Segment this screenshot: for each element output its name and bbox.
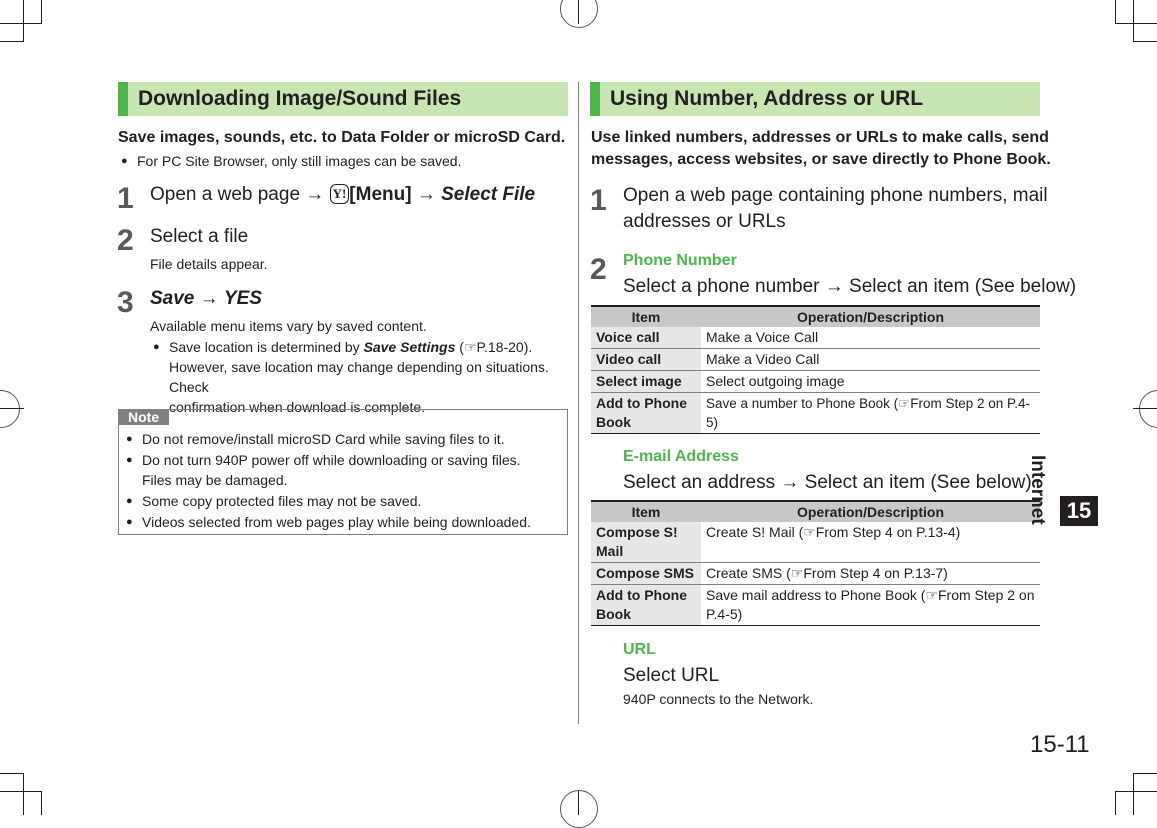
email-address-title: E-mail Address (623, 448, 739, 465)
note-item-continued: Files may be damaged. (142, 472, 288, 488)
lead-text-1: Use linked numbers, addresses or URLs to make calls, send (591, 129, 1049, 146)
phone-number-title: Phone Number (623, 252, 737, 269)
note-label: Note (118, 409, 169, 425)
registration-mark (1133, 408, 1157, 409)
description-cell: Select outgoing image (701, 371, 1040, 393)
note-item: ● Do not turn 940P power off while downloading or saving files. (126, 450, 521, 470)
crop-mark (0, 791, 42, 792)
section-heading-downloading: Downloading Image/Sound Files (118, 82, 568, 116)
crop-mark (41, 0, 42, 24)
menu-label: [Menu] (349, 184, 412, 205)
step-1-text (150, 182, 535, 208)
description-cell: Make a Video Call (701, 349, 1040, 371)
table-header (591, 306, 1040, 327)
lead-text-2: messages, access websites, or save directly to Phone Book. (591, 151, 1051, 168)
phone-number-table (591, 305, 1040, 434)
table-row (591, 327, 1040, 349)
step-number-1: 1 (590, 184, 607, 217)
step-2-sub: File details appear. (150, 256, 268, 272)
item-cell: Compose S! Mail (591, 522, 701, 563)
item-cell: Add to Phone Book (591, 585, 701, 626)
description-cell: Create S! Mail (☞From Step 4 on P.13-4) (701, 522, 1040, 563)
description-cell: Make a Voice Call (701, 327, 1040, 349)
crop-mark (1133, 0, 1134, 42)
section-heading-using-number: Using Number, Address or URL (590, 82, 1040, 116)
item-cell: Video call (591, 349, 701, 371)
step-3-text (150, 286, 262, 312)
column-header-item: Item (591, 501, 701, 522)
step-number-2: 2 (117, 224, 134, 257)
table-row (591, 349, 1040, 371)
email-instruction: Select an address → Select an item (See below) (623, 472, 1032, 493)
table-row (591, 522, 1040, 563)
crop-mark (1133, 773, 1157, 774)
description-cell: Create SMS (☞From Step 4 on P.13-7) (701, 563, 1040, 585)
crop-mark (41, 791, 42, 815)
crop-mark (1133, 773, 1134, 815)
item-cell: Select image (591, 371, 701, 393)
save-settings-ref: Save Settings (363, 339, 456, 355)
item-cell: Add to Phone Book (591, 393, 701, 434)
registration-mark (0, 390, 20, 428)
registration-mark (1139, 390, 1157, 428)
description-cell: Save mail address to Phone Book (☞From Step 2 on P.4-5) (701, 585, 1040, 626)
phone-instruction: Select a phone number → Select an item (See below) (623, 276, 1077, 297)
page-ref: (☞P.18-20). (455, 339, 533, 355)
chapter-tab-number: 15 (1060, 496, 1098, 526)
arrow: → (411, 184, 442, 205)
registration-mark (560, 0, 598, 28)
step-1-line-2: addresses or URLs (623, 211, 786, 232)
table-row (591, 563, 1040, 585)
step-3-sub: Available menu items vary by saved content. (150, 318, 427, 334)
description-cell: Save a number to Phone Book (☞From Step 2 on P.4-5) (701, 393, 1040, 434)
crop-mark (1115, 23, 1157, 24)
url-sub: 940P connects to the Network. (623, 691, 814, 707)
bullet-text: Save location is determined by (169, 339, 364, 355)
arrow: → (194, 288, 224, 309)
column-header-description: Operation/Description (701, 501, 1040, 522)
bullet-save-location (153, 337, 589, 417)
table-header (591, 501, 1040, 522)
registration-mark (560, 790, 598, 828)
bullet-text: However, save location may change depending on situations. Check (169, 359, 549, 395)
crop-mark (1133, 41, 1157, 42)
note-item: ● Some copy protected files may not be saved. (126, 491, 421, 511)
crop-mark (1115, 791, 1157, 792)
step-1-pre: Open a web page → (150, 184, 330, 205)
step-number-3: 3 (117, 286, 134, 319)
bullet-pc-site: ● For PC Site Browser, only still images can be saved. (121, 151, 461, 171)
page-number: 15-11 (1030, 731, 1090, 758)
step-1-line-1: Open a web page containing phone numbers, mail (623, 185, 1048, 206)
step-2-text: Select a file (150, 226, 249, 247)
step-number-1: 1 (117, 182, 134, 215)
crop-mark (23, 773, 24, 815)
step-number-2: 2 (590, 253, 607, 286)
registration-mark (578, 0, 579, 24)
email-address-table (591, 500, 1040, 626)
table-row (591, 371, 1040, 393)
column-header-item: Item (591, 306, 701, 327)
crop-mark (1115, 791, 1116, 815)
crop-mark (1115, 0, 1116, 24)
item-cell: Voice call (591, 327, 701, 349)
column-header-description: Operation/Description (701, 306, 1040, 327)
yahoo-key-icon: Y! (330, 184, 350, 204)
crop-mark (0, 23, 42, 24)
url-instruction: Select URL (623, 665, 720, 686)
table-row (591, 393, 1040, 434)
chapter-tab-label: Internet (1027, 455, 1048, 525)
crop-mark (0, 41, 24, 42)
crop-mark (23, 0, 24, 42)
lead-text: Save images, sounds, etc. to Data Folder or microSD Card. (118, 129, 566, 146)
item-cell: Compose SMS (591, 563, 701, 585)
registration-mark (0, 408, 24, 409)
crop-mark (0, 773, 24, 774)
table-row (591, 585, 1040, 626)
note-item: ● Do not remove/install microSD Card while saving files to it. (126, 429, 505, 449)
yes-label: YES (223, 288, 262, 309)
registration-mark (578, 791, 579, 815)
note-item: ● Videos selected from web pages play while being downloaded. (126, 512, 531, 532)
save-label: Save (150, 288, 195, 309)
select-file-label: Select File (441, 184, 536, 205)
bullet-text: confirmation when download is complete. (169, 399, 426, 415)
url-title: URL (623, 641, 656, 658)
